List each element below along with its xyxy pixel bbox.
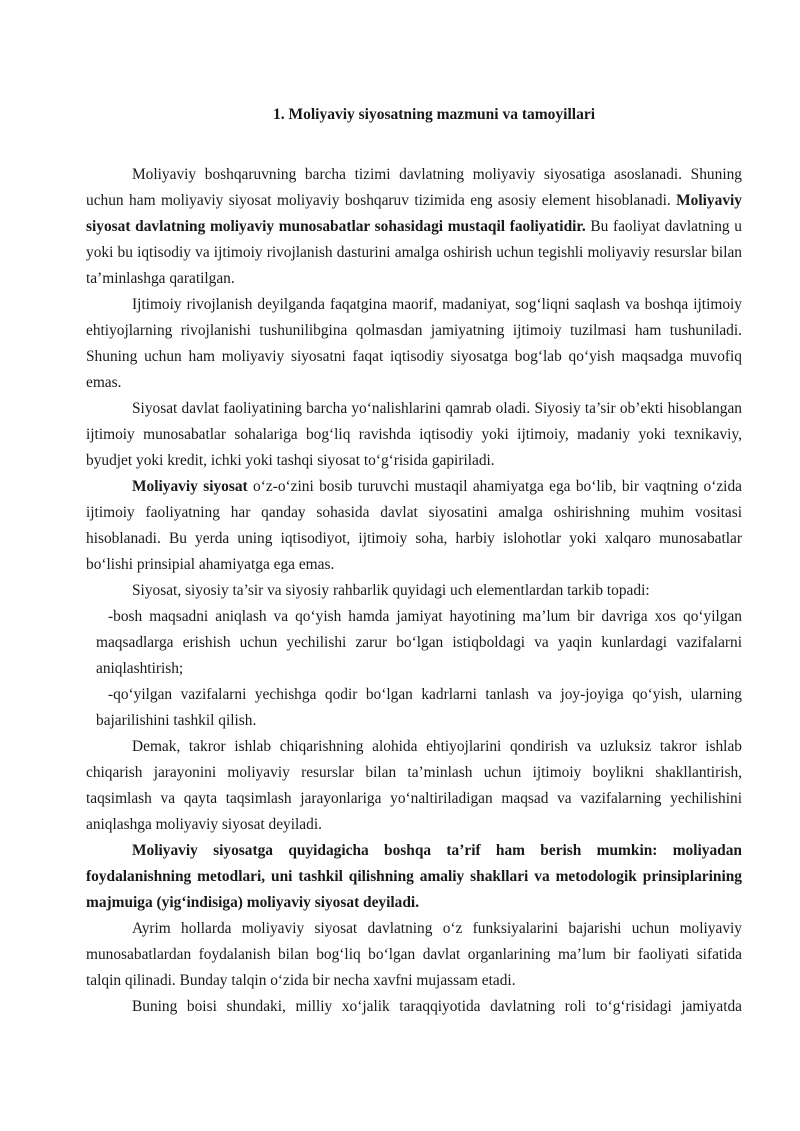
paragraph-7-definition: Moliyaviy siyosatga quyidagicha boshqa ta’rif ham berish mumkin: moliyadan foydalanishning metodlari, uni tashkil qilishning amaliy shakllari va metodologik prinsiplarining majmuiga (yig‘indisiga) moliyaviy siyosat deyiladi. bbox=[86, 842, 742, 911]
paragraph-1-text-end: Bu faoliyat davlatning u yoki bu iqtisodiy va ijtimoiy rivojlanish dasturini amalga oshirish uchun tegishli moliyaviy resurslar bilan ta’minlashga qaratilgan. bbox=[86, 218, 742, 287]
list-item: -bosh maqsadni aniqlash va qo‘yish hamda jamiyat hayotining ma’lum bir davriga xos qo‘yilgan maqsadlarga erishish uchun yechilishi zarur bo‘lgan istiqboldagi va yaqin kunlardagi vazifalarni aniqlashtirish; bbox=[96, 608, 742, 677]
element-list bbox=[86, 604, 742, 734]
paragraph-4 bbox=[86, 474, 742, 578]
list-item: -qo‘yilgan vazifalarni yechishga qodir bo‘lgan kadrlarni tanlash va joy-joyiga qo‘yish, ularning bajarilishini tashkil qilish. bbox=[96, 686, 742, 729]
paragraph-6: Demak, takror ishlab chiqarishning alohida ehtiyojlarini qondirish va uzluksiz takror ishlab chiqarish jarayonini moliyaviy resurslar bilan ta’minlash uchun ijtimoiy boylikni shakllantirish, taqsimlash va qayta taqsimlash jarayonlariga yo‘naltiriladigan maqsad va vazifalarning yechilishini aniqlashga moliyaviy siyosat deyiladi. bbox=[86, 738, 742, 833]
paragraph-1 bbox=[86, 162, 742, 292]
paragraph-5: Siyosat, siyosiy ta’sir va siyosiy rahbarlik quyidagi uch elementlardan tarkib topadi: bbox=[132, 582, 650, 599]
section-title: 1. Moliyaviy siyosatning mazmuni va tamoyillari bbox=[272, 106, 596, 123]
paragraph-1-text: Moliyaviy boshqaruvning barcha tizimi davlatning moliyaviy siyosatiga asoslanadi. Shuning uchun ham moliyaviy siyosat moliyaviy boshqaruv tizimida eng asosiy element hisoblanadi. bbox=[86, 166, 742, 209]
paragraph-4-text: o‘z-o‘zini bosib turuvchi mustaqil ahamiyatga ega bo‘lib, bir vaqtning o‘zida ijtimoiy faoliyatning har qanday sohasida davlat siyosatini amalga oshirishning muhim vositasi hisoblanadi. Bu yerda uning iqtisodiyot, ijtimoiy soha, harbiy islohotlar yoki xalqaro munosabatlar bo‘lishi prinsipial ahamiyatga ega emas. bbox=[86, 478, 742, 573]
paragraph-3: Siyosat davlat faoliyatining barcha yo‘nalishlarini qamrab oladi. Siyosiy ta’sir ob’ekti hisoblangan ijtimoiy munosabatlar sohalariga bog‘liq ravishda iqtisodiy yoki ijtimoiy, madaniy yoki texnikaviy, byudjet yoki kredit, ichki yoki tashqi siyosat to‘g‘risida gapiriladi. bbox=[86, 400, 742, 469]
paragraph-9: Buning boisi shundaki, milliy xo‘jalik taraqqiyotida davlatning roli to‘g‘risidagi jamiyatda bbox=[132, 998, 742, 1015]
paragraph-7 bbox=[86, 838, 742, 916]
paragraph-8: Ayrim hollarda moliyaviy siyosat davlatning o‘z funksiyalarini bajarishi uchun moliyaviy munosabatlardan foydalanish bilan bog‘liq bo‘lgan davlat organlarining ma’lum bir faoliyati sifatida talqin qilinadi. Bunday talqin o‘zida bir necha xavfni mujassam etadi. bbox=[86, 920, 742, 989]
paragraph-2: Ijtimoiy rivojlanish deyilganda faqatgina maorif, madaniyat, sog‘liqni saqlash va boshqa ijtimoiy ehtiyojlarning rivojlanishi tushunilibgina qolmasdan jamiyatning ijtimoiy tuzilmasi ham tushuniladi. Shuning uchun ham moliyaviy siyosatni faqat iqtisodiy siyosatga bog‘lab qo‘yish maqsadga muvofiq emas. bbox=[86, 296, 742, 391]
paragraph-4-term: Moliyaviy siyosat bbox=[132, 478, 248, 495]
paragraph-1-definition: Moliyaviy siyosat davlatning moliyaviy munosabatlar sohasidagi mustaqil faoliyatidir. bbox=[86, 192, 742, 235]
